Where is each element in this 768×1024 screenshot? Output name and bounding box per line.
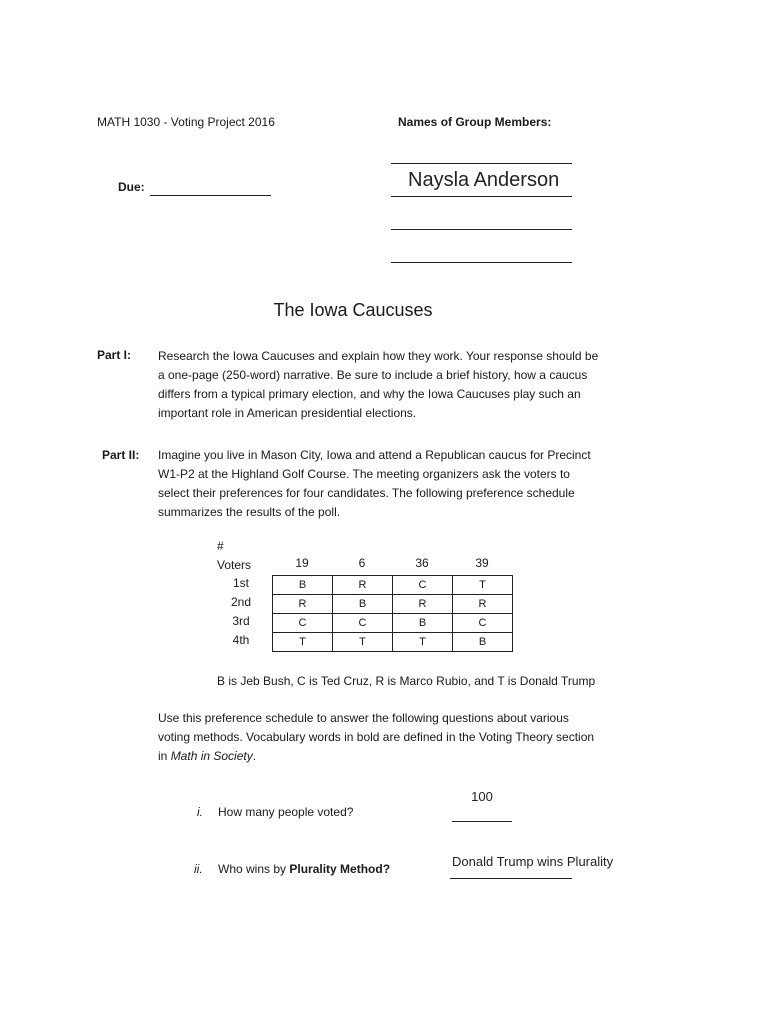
voter-count: 36 bbox=[415, 556, 429, 570]
member-line-3 bbox=[391, 262, 572, 263]
preference-table bbox=[272, 575, 513, 652]
rank-label: 3rd bbox=[232, 614, 250, 628]
table-row bbox=[273, 576, 513, 595]
table-cell: B bbox=[333, 595, 393, 614]
table-cell: B bbox=[273, 576, 333, 595]
table-cell: R bbox=[393, 595, 453, 614]
member-name-1: Naysla Anderson bbox=[408, 169, 560, 191]
rank-label: 1st bbox=[232, 576, 249, 590]
table-cell: T bbox=[453, 576, 513, 595]
answer-line-1 bbox=[452, 821, 512, 822]
schedule-voters-label: Voters bbox=[217, 558, 252, 572]
table-cell: B bbox=[393, 614, 453, 633]
table-cell: C bbox=[453, 614, 513, 633]
rank-label: 4th bbox=[232, 633, 250, 647]
due-line bbox=[150, 195, 271, 196]
schedule-hash: # bbox=[217, 539, 224, 553]
answer-total-voters: 100 bbox=[471, 789, 493, 804]
group-members-label: Names of Group Members: bbox=[398, 115, 552, 129]
part2-text: Imagine you live in Mason City, Iowa and attend a Republican caucus for Precinct W1-P2 at the Highland Golf Course. The meeting organizers ask the voters to select their preferences for four candidates. The following preference schedule summarizes the results of the poll. bbox=[158, 448, 591, 519]
answer-line-2 bbox=[450, 878, 572, 879]
instructions-line-1: Use this preference schedule to answer the following questions about various bbox=[158, 711, 569, 725]
table-cell: T bbox=[393, 633, 453, 652]
answer-plurality: Donald Trump wins Plurality bbox=[452, 854, 614, 869]
member-line-2 bbox=[391, 229, 572, 230]
voter-count: 39 bbox=[475, 556, 489, 570]
member-line-top bbox=[391, 163, 572, 164]
voter-count: 19 bbox=[295, 556, 309, 570]
page-title: The Iowa Caucuses bbox=[273, 300, 433, 320]
instructions-line-3-post: . bbox=[252, 749, 257, 763]
question-text-pre: Who wins by bbox=[218, 862, 290, 876]
candidate-legend: B is Jeb Bush, C is Ted Cruz, R is Marco Rubio, and T is Donald Trump bbox=[217, 674, 596, 688]
member-line-1 bbox=[391, 196, 572, 197]
table-cell: T bbox=[333, 633, 393, 652]
table-cell: R bbox=[333, 576, 393, 595]
table-row bbox=[273, 614, 513, 633]
table-row bbox=[273, 595, 513, 614]
table-cell: C bbox=[333, 614, 393, 633]
table-cell: T bbox=[273, 633, 333, 652]
instructions-line-3 bbox=[158, 747, 256, 766]
table-cell: B bbox=[453, 633, 513, 652]
part2-label: Part II: bbox=[102, 448, 140, 462]
voter-count: 6 bbox=[358, 556, 366, 570]
table-row bbox=[273, 633, 513, 652]
part1-label: Part I: bbox=[97, 348, 132, 362]
course-title: MATH 1030 - Voting Project 2016 bbox=[97, 115, 275, 129]
part1-text: Research the Iowa Caucuses and explain how they work. Your response should be a one-page (250-word) narrative. Be sure to include a brief history, how a caucus differs from a typical primary election, and why the Iowa Caucuses play such an important role in American presidential elections. bbox=[158, 349, 599, 420]
book-title: Math in Society bbox=[170, 749, 253, 763]
rank-label: 2nd bbox=[230, 595, 252, 609]
question-text bbox=[218, 860, 390, 879]
vocab-term: Plurality Method? bbox=[289, 862, 391, 876]
table-cell: R bbox=[453, 595, 513, 614]
question-number: i. bbox=[197, 805, 203, 819]
table-cell: C bbox=[273, 614, 333, 633]
table-cell: C bbox=[393, 576, 453, 595]
question-text: How many people voted? bbox=[218, 805, 354, 819]
question-number: ii. bbox=[194, 862, 203, 876]
due-label: Due: bbox=[118, 180, 145, 194]
instructions-line-2: voting methods. Vocabulary words in bold are defined in the Voting Theory section bbox=[158, 730, 595, 744]
instructions-line-3-pre: in bbox=[158, 749, 171, 763]
table-cell: R bbox=[273, 595, 333, 614]
